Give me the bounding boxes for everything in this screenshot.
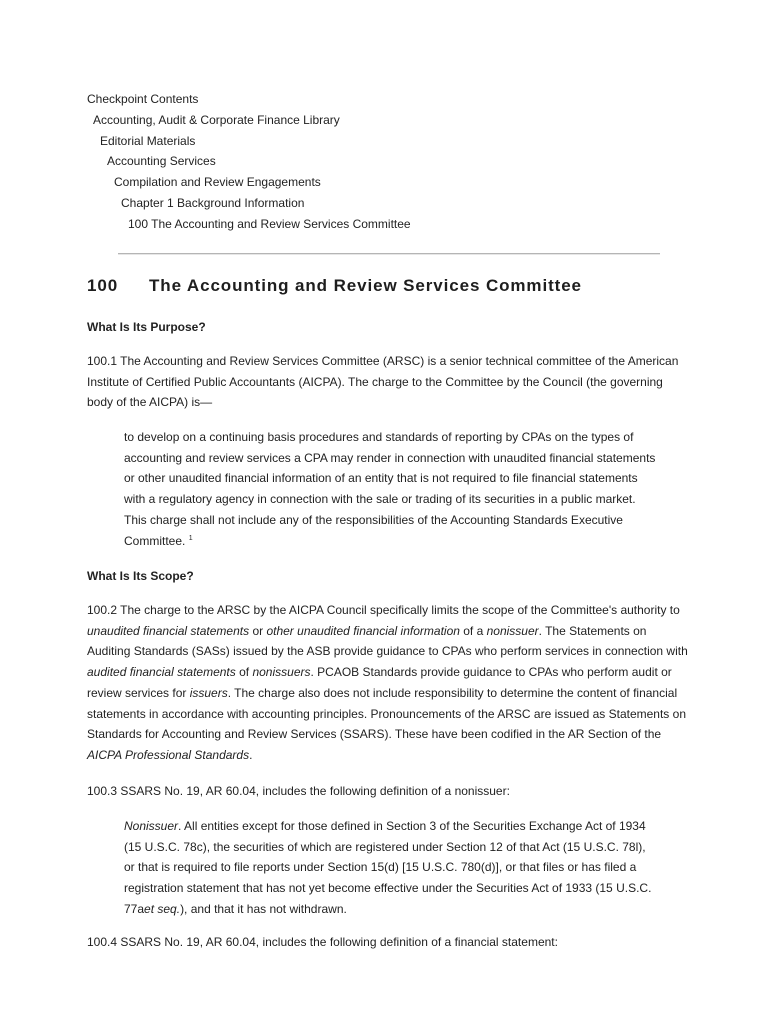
text-run: . PCAOB Standards provide guidance to CPAs who perform audit or review services for	[87, 665, 672, 700]
breadcrumb-item[interactable]: Compilation and Review Engagements	[114, 175, 321, 189]
purpose-heading: What Is Its Purpose?	[87, 320, 206, 334]
paragraph-100-1: 100.1 The Accounting and Review Services Committee (ARSC) is a senior technical committee of the American Institute of Certified Public Accountants (AICPA). The charge to the Committee by the Council (the governing body of the AICPA) is—	[87, 354, 679, 410]
nonissuer-definition	[124, 816, 659, 920]
breadcrumb-item[interactable]: Accounting, Audit & Corporate Finance Library	[93, 113, 340, 127]
page-title	[87, 276, 582, 296]
text-run: . All entities except for those defined in Section 3 of the Securities Exchange Act of 1934 (15 U.S.C. 78c), the securities of which are registered under Section 12 of that Act (15 U.S.C. 78l), or that is required to file reports under Section 15(d) [15 U.S.C. 780(d)], or that files or has filed a registration statement that has not yet become effective under the Securities Act of 1933 (15 U.S.C. 77a	[124, 819, 652, 916]
charge-quote-text: to develop on a continuing basis procedures and standards of reporting by CPAs on the types of accounting and review services a CPA may render in connection with unaudited financial statements or other unaudited financial information of an entity that is not required to file financial statements with a regulatory agency in connection with the sale or trading of its securities in a public market. This charge shall not include any of the responsibilities of the Accounting Standards Executive Committee.	[124, 430, 656, 548]
breadcrumb-item[interactable]: Editorial Materials	[100, 134, 196, 148]
section-title: The Accounting and Review Services Committee	[149, 276, 582, 295]
scope-heading: What Is Its Scope?	[87, 569, 194, 583]
text-run: or	[249, 623, 267, 638]
footnote-marker[interactable]: 1	[188, 534, 193, 542]
text-run: 100.2 The charge to the ARSC by the AICPA Council specifically limits the scope of the Committee's authority to	[87, 603, 680, 617]
text-run: . The charge also does not include responsibility to determine the content of financial statements in accordance with accounting principles. Pronouncements of the ARSC are issued as Statements on Standards for Accounting and Review Services (SSARS). These have been codified in the AR Section of the	[87, 685, 686, 742]
italic-term: Nonissuer	[124, 819, 179, 833]
italic-term: issuers	[189, 685, 228, 700]
italic-term: AICPA Professional Standards	[87, 747, 250, 762]
text-run: .	[249, 747, 253, 762]
breadcrumb-item[interactable]: Checkpoint Contents	[87, 92, 199, 106]
paragraph-100-2	[87, 600, 689, 766]
italic-term: nonissuer	[486, 623, 539, 638]
breadcrumb-item[interactable]: Chapter 1 Background Information	[121, 196, 305, 210]
section-number: 100	[87, 276, 119, 295]
breadcrumb-item-current[interactable]: 100 The Accounting and Review Services Committee	[128, 217, 411, 231]
paragraph-100-3: 100.3 SSARS No. 19, AR 60.04, includes the following definition of a nonissuer:	[87, 784, 510, 798]
italic-term: nonissuers	[252, 665, 311, 680]
charge-quote	[124, 427, 659, 551]
text-run: ), and that it has not withdrawn.	[180, 901, 347, 916]
text-run: of	[235, 665, 253, 680]
italic-term: unaudited financial statements	[87, 623, 250, 638]
text-run: . The Statements on Auditing Standards (SASs) issued by the ASB provide guidance to CPAs who perform services in connection with	[87, 623, 688, 659]
text-run: of a	[459, 623, 487, 638]
italic-term: audited financial statements	[87, 665, 236, 680]
divider	[118, 253, 660, 255]
breadcrumb-item[interactable]: Accounting Services	[107, 154, 216, 168]
italic-term: other unaudited financial information	[266, 623, 460, 638]
italic-term: et seq.	[144, 901, 181, 916]
paragraph-100-4: 100.4 SSARS No. 19, AR 60.04, includes the following definition of a financial statement:	[87, 935, 558, 949]
